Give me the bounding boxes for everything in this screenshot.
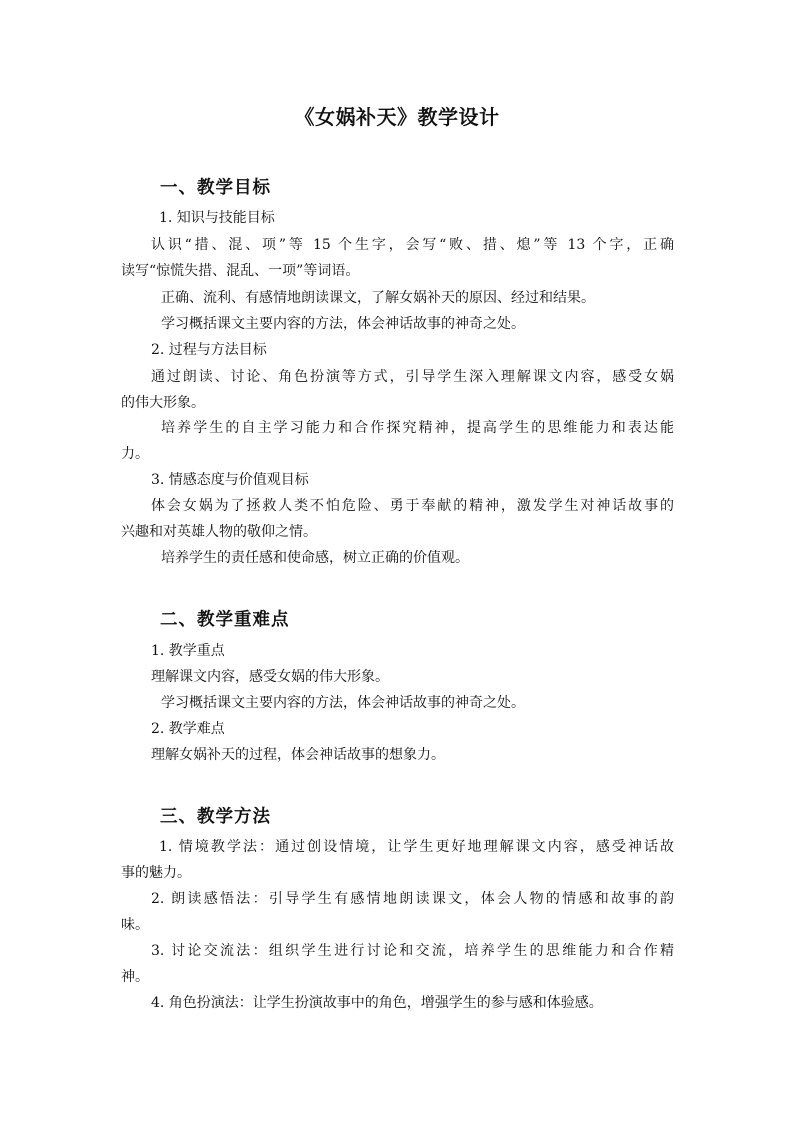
paragraph-line: 学习概括课文主要内容的方法，体会神话故事的神奇之处。 [161,316,525,332]
paragraph-line: 事的魅力。 [121,865,191,881]
subheading-emotion-values: 3. 情感态度与价值观目标 [151,472,309,488]
paragraph-line: 力。 [121,446,149,462]
paragraph-line: 兴趣和对英雄人物的敬仰之情。 [121,524,317,540]
paragraph-line: 味。 [121,917,149,933]
paragraph-line: 的伟大形象。 [121,395,205,411]
paragraph-line: 4. 角色扮演法：让学生扮演故事中的角色，增强学生的参与感和体验感。 [151,995,603,1011]
section-heading-methods: 三、教学方法 [160,807,271,827]
subheading-difficult-points: 2. 教学难点 [151,721,225,737]
document-title: 《女娲补天》教学设计 [294,105,500,129]
subheading-key-points: 1. 教学重点 [151,643,225,659]
paragraph-line: 理解女娲补天的过程，体会神话故事的想象力。 [151,747,445,763]
subheading-process-methods: 2. 过程与方法目标 [151,342,267,358]
paragraph-line: 读写“惊慌失措、混乱、一项”等词语。 [121,263,360,279]
paragraph-line: 2. 朗读感悟法：引导学生有感情地朗读课文，体会人物的情感和故事的韵 [151,891,674,907]
paragraph-line: 1. 情境教学法：通过创设情境，让学生更好地理解课文内容，感受神话故 [159,839,674,855]
section-heading-key-points: 二、教学重难点 [160,610,290,630]
paragraph-line: 学习概括课文主要内容的方法，体会神话故事的神奇之处。 [161,695,525,711]
paragraph-line: 通过朗读、讨论、角色扮演等方式，引导学生深入理解课文内容，感受女娲 [151,369,674,385]
paragraph-line: 神。 [121,969,149,985]
paragraph-line: 正确、流利、有感情地朗读课文，了解女娲补天的原因、经过和结果。 [161,290,595,306]
paragraph-line: 理解课文内容，感受女娲的伟大形象。 [151,669,389,685]
paragraph-line: 3. 讨论交流法：组织学生进行讨论和交流，培养学生的思维能力和合作精 [151,943,674,959]
section-heading-objectives: 一、教学目标 [160,178,271,198]
subheading-knowledge-skills: 1. 知识与技能目标 [159,210,275,226]
paragraph-line: 培养学生的自主学习能力和合作探究精神，提高学生的思维能力和表达能 [161,420,674,436]
paragraph-line: 体会女娲为了拯救人类不怕危险、勇于奉献的精神，激发学生对神话故事的 [151,498,674,514]
paragraph-line: 认识“措、混、项”等 15 个生字，会写“败、措、熄”等 13 个字，正确 [151,237,674,253]
paragraph-line: 培养学生的责任感和使命感，树立正确的价值观。 [161,550,469,566]
